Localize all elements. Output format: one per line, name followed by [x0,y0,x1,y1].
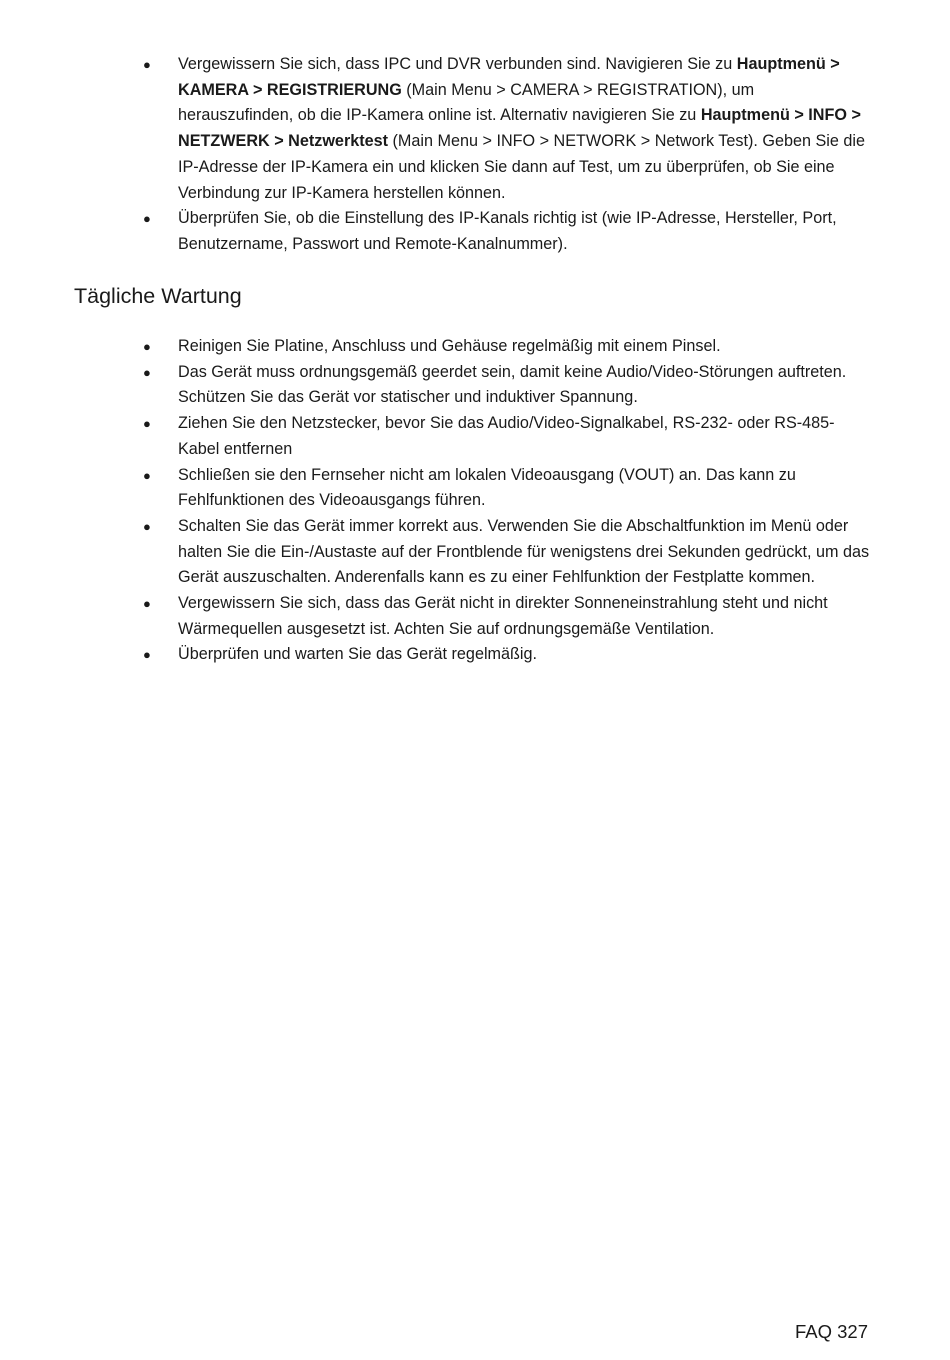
list-item [143,360,873,411]
item-text: Vergewissern Sie sich, dass das Gerät nicht in direkter Sonneneinstrahlung steht und nicht Wärmequellen ausgesetzt ist. Achten Sie auf ordnungsgemäße Ventilation. [178,594,828,638]
menu-path-text: Hauptmenü > INFO > NETZWERK > Netzwerktest [178,106,861,151]
list-item [143,411,873,462]
bullet-dot-icon: ● [143,211,151,227]
item-text: Das Gerät muss ordnungsgemäß geerdet sein, damit keine Audio/Video-Störungen auftreten. Schützen Sie das Gerät vor statischer und induktiver Spannung. [178,362,847,407]
bullet-dot-icon: ● [143,416,151,432]
maintenance-bullet-list [143,334,873,668]
bullet-dot-icon: ● [143,364,151,380]
list-item [143,463,873,514]
list-item [143,591,873,642]
list-item [143,206,873,257]
item-text: Schalten Sie das Gerät immer korrekt aus. Verwenden Sie die Abschaltfunktion im Menü oder halten Sie die Ein-/Austaste auf der Frontblende für wenigstens drei Sekunden gedrückt, um das Gerät auszuschalten. Anderenfalls kann es zu einer Fehlfunktion der Festplatte kommen. [178,516,870,587]
bullet-dot-icon: ● [143,518,151,534]
item-text: Ziehen Sie den Netzstecker, bevor Sie das Audio/Video-Signalkabel, RS-232- oder RS-485-Kabel entfernen [178,414,835,458]
menu-path-text: Hauptmenü > KAMERA > REGISTRIERUNG [178,55,840,99]
bullet-dot-icon: ● [143,647,151,663]
item-text: Überprüfen Sie, ob die Einstellung des IP-Kanals richtig ist (wie IP-Adresse, Hersteller, Port, Benutzername, Passwort und Remote-Kanalnummer). [178,209,837,253]
troubleshooting-bullet-list [143,52,873,258]
page-number: FAQ 327 [794,1321,868,1342]
list-item [143,642,873,668]
item-text: Überprüfen und warten Sie das Gerät regelmäßig. [178,645,538,664]
list-item [143,334,873,360]
bullet-dot-icon: ● [143,596,151,612]
item-text: Vergewissern Sie sich, dass IPC und DVR verbunden sind. Navigieren Sie zu [178,55,737,73]
item-text: (Main Menu > INFO > NETWORK > Network Test). Geben Sie die IP-Adresse der IP-Kamera ein und klicken Sie dann auf Test, um zu überprüfen, ob Sie eine Verbindung zur IP-Kamera herstellen können. [178,132,865,202]
item-text: (Main Menu > CAMERA > REGISTRATION), um herauszufinden, ob die IP-Kamera online ist. Alternativ navigieren Sie zu [178,80,755,125]
list-item [143,52,873,206]
item-text: Schließen sie den Fernseher nicht am lokalen Videoausgang (VOUT) an. Das kann zu Fehlfunktionen des Videoausgangs führen. [178,465,796,510]
section-heading-daily-maintenance: Tägliche Wartung [74,284,242,308]
bullet-dot-icon: ● [143,339,151,354]
item-text: Reinigen Sie Platine, Anschluss und Gehäuse regelmäßig mit einem Pinsel. [178,337,721,355]
list-item [143,514,873,591]
bullet-dot-icon: ● [143,57,151,72]
bullet-dot-icon: ● [143,467,151,483]
